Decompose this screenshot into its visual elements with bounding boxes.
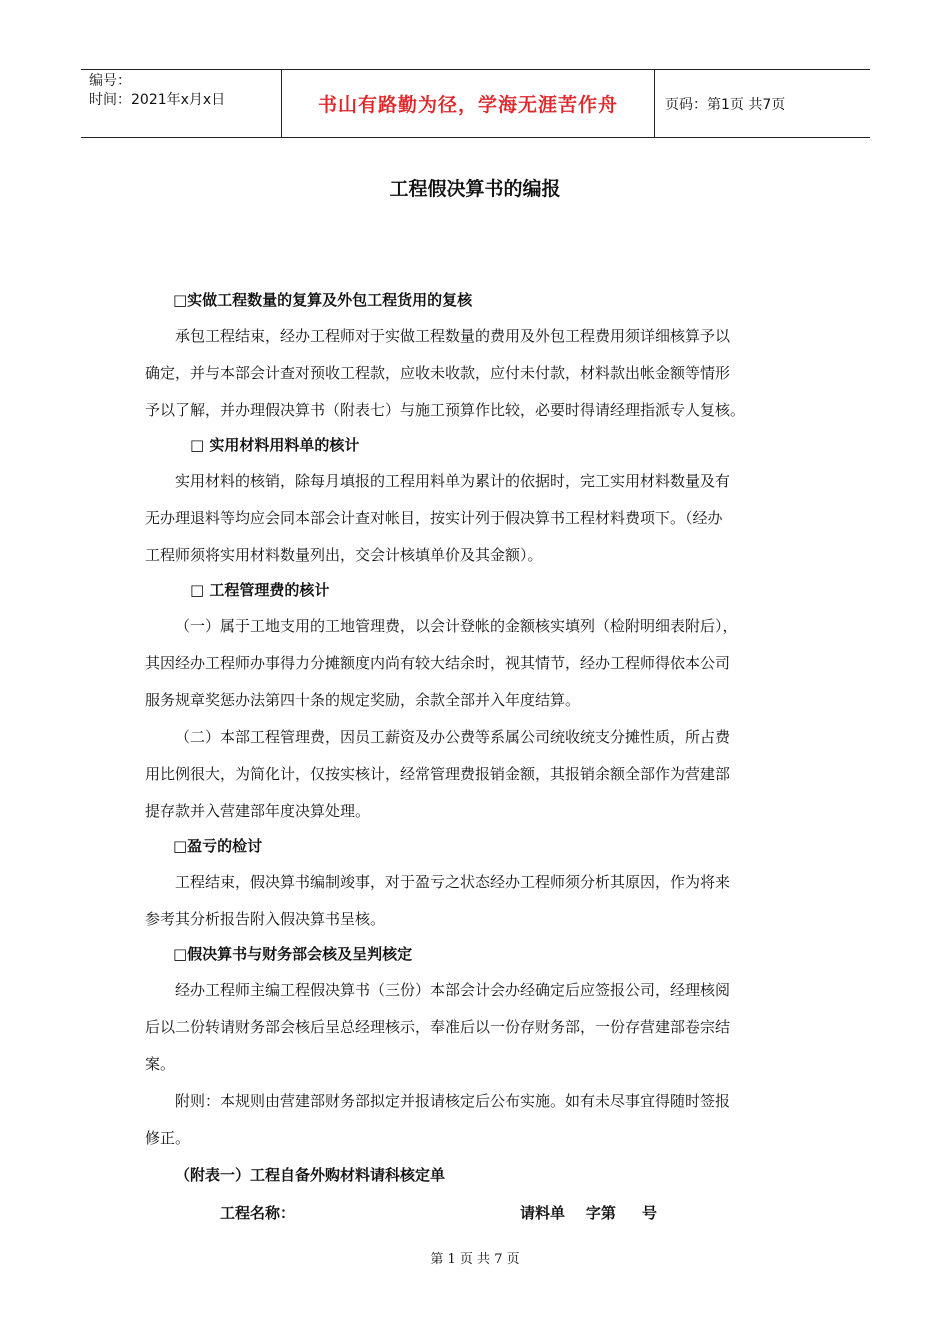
paragraph-line: 实用材料的核销，除每月填报的工程用料单为累计的依据时，完工实用材料数量及有: [175, 472, 731, 490]
header-page-info: 页码：第1页 共7页: [665, 96, 786, 113]
paragraph-line: 服务规章奖惩办法第四十条的规定奖励，余款全部并入年度结算。: [145, 691, 581, 709]
section-heading: □盈亏的检讨: [173, 837, 263, 855]
header-meta: [81, 70, 282, 137]
page-footer: 第 1 页 共 7 页: [430, 1252, 520, 1267]
section-heading: □ 工程管理费的核计: [190, 581, 330, 599]
paragraph-line: 工程结束，假决算书编制竣事，对于盈亏之状态经办工程师须分析其原因，作为将来: [175, 873, 731, 891]
section-heading: □实做工程数量的复算及外包工程货用的复核: [173, 291, 473, 309]
paragraph-line: 案。: [145, 1055, 176, 1073]
paragraph-line: 提存款并入营建部年度决算处理。: [145, 802, 371, 820]
appendix-fields: [145, 1199, 813, 1227]
section-heading: □假决算书与财务部会核及呈判核定: [173, 945, 413, 963]
project-name-label: 工程名称：: [220, 1204, 296, 1222]
paragraph-line: 附则：本规则由营建部财务部拟定并报请核定后公布实施。如有未尽事宜得随时签报: [175, 1092, 731, 1110]
paragraph-line: 工程师须将实用材料数量列出，交会计核填单价及其金额）。: [145, 546, 543, 564]
paragraph-line: 无办理退料等均应会同本部会计查对帐目，按实计列于假决算书工程材料费项下。（经办: [145, 509, 723, 527]
document-title: 工程假决算书的编报: [389, 178, 561, 200]
document-number: 编号：: [89, 73, 131, 89]
paragraph-line: 承包工程结束，经办工程师对于实做工程数量的费用及外包工程费用须详细核算予以: [175, 327, 731, 345]
paragraph-line: 确定，并与本部会计查对预收工程款，应收未收款，应付未付款，材料款出帐金额等情形: [145, 364, 731, 382]
paragraph-line: （一）属于工地支用的工地管理费，以会计登帐的金额核实填列（检附明细表附后），: [175, 617, 738, 635]
paragraph-line: 参考其分析报告附入假决算书呈核。: [145, 910, 386, 928]
header-table: [81, 69, 870, 138]
document-body: [145, 286, 813, 1227]
paragraph-line: （二）本部工程管理费，因员工薪资及办公费等系属公司统收统支分摊性质，所占费: [175, 728, 731, 746]
paragraph-line: 其因经办工程师办事得力分摊额度内尚有较大结余时，视其情节，经办工程师得依本公司: [145, 654, 731, 672]
document-date: 时间：2021年x月x日: [89, 92, 226, 108]
paragraph-line: 予以了解，并办理假决算书（附表七）与施工预算作比较，必要时得请经理指派专人复核。: [145, 401, 746, 419]
paragraph-line: 后以二份转请财务部会核后呈总经理核示，奉准后以一份存财务部，一份存营建部卷宗结: [145, 1018, 731, 1036]
requisition-number-label: 请料单 字第 号: [520, 1204, 658, 1222]
paragraph-line: 经办工程师主编工程假决算书（三份）本部会计会办经确定后应签报公司，经理核阅: [175, 981, 731, 999]
appendix-heading: （附表一）工程自备外购材料请科核定单: [175, 1166, 446, 1184]
section-heading: □ 实用材料用料单的核计: [190, 436, 360, 454]
header-motto: 书山有路勤为径，学海无涯苦作舟: [282, 70, 655, 137]
paragraph-line: 用比例很大，为简化计，仅按实核计，经常管理费报销金额，其报销余额全部作为营建部: [145, 765, 731, 783]
paragraph-line: 修正。: [145, 1129, 191, 1147]
